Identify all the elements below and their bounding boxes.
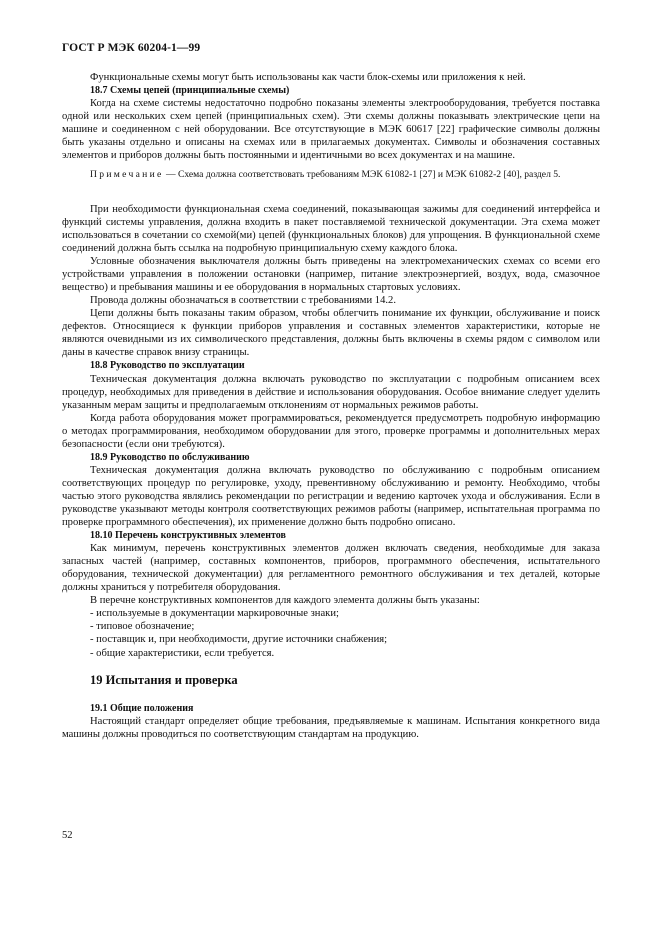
note — [62, 169, 600, 182]
list-item: - поставщик и, при необходимости, другие источники снабжения; — [90, 634, 388, 646]
list-item: - используемые в документации маркировочные знаки; — [90, 608, 339, 620]
paragraph: Когда на схеме системы недостаточно подробно показаны элементы электрооборудования, требуется поставка одной или нескольких схем цепей (принципиальных схем). Эти схемы должны показывать электрические цепи на машине и соединенном с ней оборудовании. Все отсутствующие в МЭК 60617 [22] графические символы должны быть указаны отдельно и описаны на схемах или в прилагаемых документах. Символы и обозначения составных элементов и приборов должны быть постоянными и идентичными во всех документах и на машине. — [62, 98, 600, 162]
list-item: - общие характеристики, если требуется. — [90, 647, 275, 659]
paragraph: Условные обозначения выключателя должны быть приведены на электромеханических схемах со всеми его устройствами управления в положении остановки (например, питание электроэнергией, воздух, вода, смазочное вещество) и пребывания машины и ее оборудования в нормальных стартовых условиях. — [62, 256, 600, 294]
paragraph: Когда работа оборудования может программироваться, рекомендуется предусмотреть подробную информацию о методах программирования, необходимом оборудовании для этого, проверке программы и дополнительных мерах безопасности (если они требуются). — [62, 412, 600, 450]
document-header: ГОСТ Р МЭК 60204-1—99 — [62, 42, 201, 54]
note-label: Примечание — [90, 169, 164, 181]
paragraph: При необходимости функциональная схема соединений, показывающая зажимы для соединений интерфейса и функций системы управления, должна входить в пакет поставляемой технической документации. Эта схема может использоваться в сочетании со схемой(ми) цепей (функциональных блоков) для упрощения. В функциональной схеме соединений должна быть ссылка на подробную принципиальную схему каждого блока. — [62, 203, 600, 255]
paragraph: Как минимум, перечень конструктивных элементов должен включать сведения, необходимые для заказа запасных частей (например, составных компонентов, приборов, программного обеспечения, испытательного оборудования, технической документации) для регламентного ремонтного обслуживания и тех деталей, которые должны храниться у потребителя оборудования. — [62, 543, 600, 594]
section-heading-19: 19 Испытания и проверка — [90, 672, 238, 687]
paragraph: Цепи должны быть показаны таким образом, чтобы облегчить понимание их функции, обслуживание и поиск дефектов. Относящиеся к функции приборов управления и составных элементов характеристики, которые не являются очевидными из их символического представления, должны быть включены в схемы рядом с символом или даны в качестве справок внизу страницы. — [62, 308, 600, 359]
component-list — [62, 607, 600, 659]
page-number: 52 — [62, 830, 73, 841]
subsection-heading-19-1: 19.1 Общие положения — [90, 702, 194, 714]
list-item: - типовое обозначение; — [90, 621, 195, 633]
paragraph: В перечне конструктивных компонентов для каждого элемента должны быть указаны: — [90, 595, 480, 607]
subsection-heading-18-7: 18.7 Схемы цепей (принципиальные схемы) — [90, 85, 290, 97]
paragraph: Настоящий стандарт определяет общие требования, предъявляемые к машинам. Испытания конкретного вида машины должны проводиться по соответствующим стандартам на продукцию. — [62, 715, 600, 740]
subsection-heading-18-10: 18.10 Перечень конструктивных элементов — [90, 530, 286, 542]
paragraph: Техническая документация должна включать руководство по обслуживанию с подробным описанием соответствующих процедур по регулировке, уходу, превентивному обслуживанию и ремонту. Необходимо, чтобы частью этого руководства являлись рекомендации по регистрации и ведению карточек ухода и обслуживания. Если в руководстве указывают методы контроля соответствующих режимов работы (например, испытательная программа по проверке программного обеспечения), их применение должно быть подробно описано. — [62, 464, 600, 529]
paragraph: Техническая документация должна включать руководство по эксплуатации с подробным описанием всех процедур, необходимых для приведения в действие и использования оборудования. Особое внимание следует уделить указанным мерам защиты и предполагаемым отклонениям от нормальных режимов работы. — [62, 373, 600, 411]
paragraph: Провода должны обозначаться в соответствии с требованиями 14.2. — [90, 295, 396, 307]
document-body — [62, 71, 600, 741]
subsection-heading-18-8: 18.8 Руководство по эксплуатации — [90, 360, 245, 372]
note-text: — Схема должна соответствовать требованиям МЭК 61082-1 [27] и МЭК 61082-2 [40], раздел 5. — [163, 169, 561, 181]
subsection-heading-18-9: 18.9 Руководство по обслуживанию — [90, 451, 250, 463]
paragraph: Функциональные схемы могут быть использованы как части блок-схемы или приложения к ней. — [90, 72, 526, 83]
